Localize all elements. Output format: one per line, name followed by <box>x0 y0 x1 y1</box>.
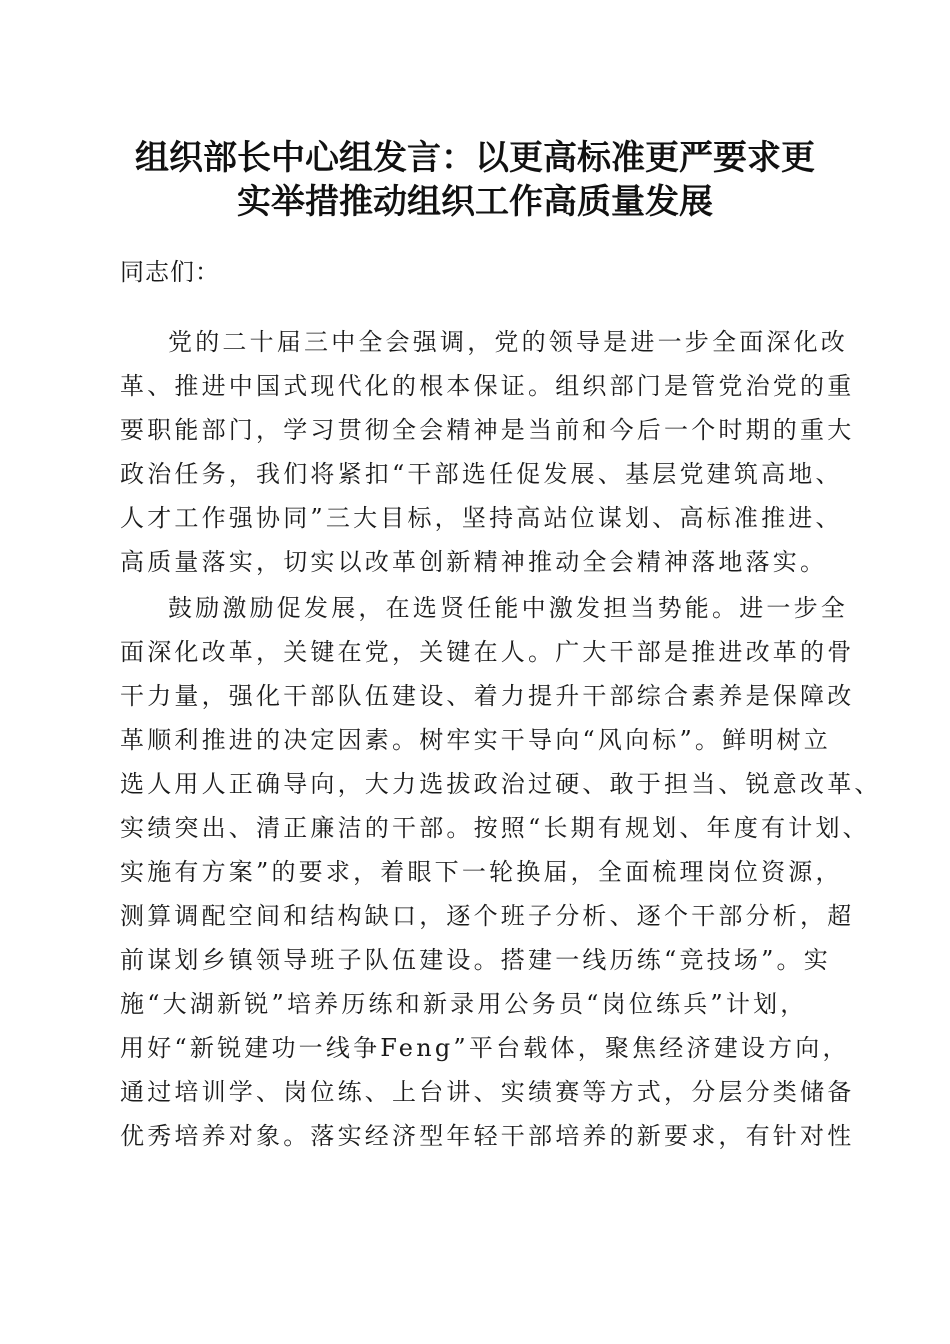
paragraph-2-line-8: 测算调配空间和结构缺口，逐个班子分析、逐个干部分析，超 <box>120 902 855 930</box>
title-line-1: 组织部长中心组发言：以更高标准更严要求更 <box>135 138 815 178</box>
paragraph-2-line-5: 选人用人正确导向，大力选拔政治过硬、敢于担当、锐意改革、 <box>120 770 882 798</box>
paragraph-2-line-11: 用好“新锐建功一线争Feng”平台载体，聚焦经济建设方向， <box>120 1034 850 1062</box>
paragraph-2-line-10: 施“大湖新锐”培养历练和新录用公务员“岗位练兵”计划， <box>120 990 808 1018</box>
paragraph-1-line-6: 高质量落实，切实以改革创新精神推动全会精神落地落实。 <box>120 548 828 576</box>
greeting: 同志们： <box>120 258 220 286</box>
paragraph-2-line-7: 实施有方案”的要求，着眼下一轮换届，全面梳理岗位资源， <box>120 858 843 886</box>
paragraph-2-line-12: 通过培训学、岗位练、上台讲、实绩赛等方式，分层分类储备 <box>120 1078 855 1106</box>
paragraph-1-line-2: 革、推进中国式现代化的根本保证。组织部门是管党治党的重 <box>120 372 855 400</box>
paragraph-1-line-1: 党的二十届三中全会强调，党的领导是进一步全面深化改 <box>168 328 848 356</box>
title-line-2: 实举措推动组织工作高质量发展 <box>237 182 713 222</box>
paragraph-2-line-3: 干力量，强化干部队伍建设、着力提升干部综合素养是保障改 <box>120 682 855 710</box>
document-title <box>100 136 850 224</box>
paragraph-1-line-3: 要职能部门，学习贯彻全会精神是当前和今后一个时期的重大 <box>120 416 855 444</box>
paragraph-2-line-4: 革顺利推进的决定因素。树牢实干导向“风向标”。鲜明树立 <box>120 726 831 754</box>
paragraph-2-line-13: 优秀培养对象。落实经济型年轻干部培养的新要求，有针对性 <box>120 1122 855 1150</box>
paragraph-2-line-2: 面深化改革，关键在党，关键在人。广大干部是推进改革的骨 <box>120 638 855 666</box>
paragraph-2-line-9: 前谋划乡镇领导班子队伍建设。搭建一线历练“竞技场”。实 <box>120 946 831 974</box>
paragraph-2-line-1: 鼓励激励促发展，在选贤任能中激发担当势能。进一步全 <box>168 594 848 622</box>
paragraph-2-line-6: 实绩突出、清正廉洁的干部。按照“长期有规划、年度有计划、 <box>120 814 870 842</box>
paragraph-1-line-4: 政治任务，我们将紧扣“干部选任促发展、基层党建筑高地、 <box>120 460 843 488</box>
paragraph-1-line-5: 人才工作强协同”三大目标，坚持高站位谋划、高标准推进、 <box>120 504 843 532</box>
